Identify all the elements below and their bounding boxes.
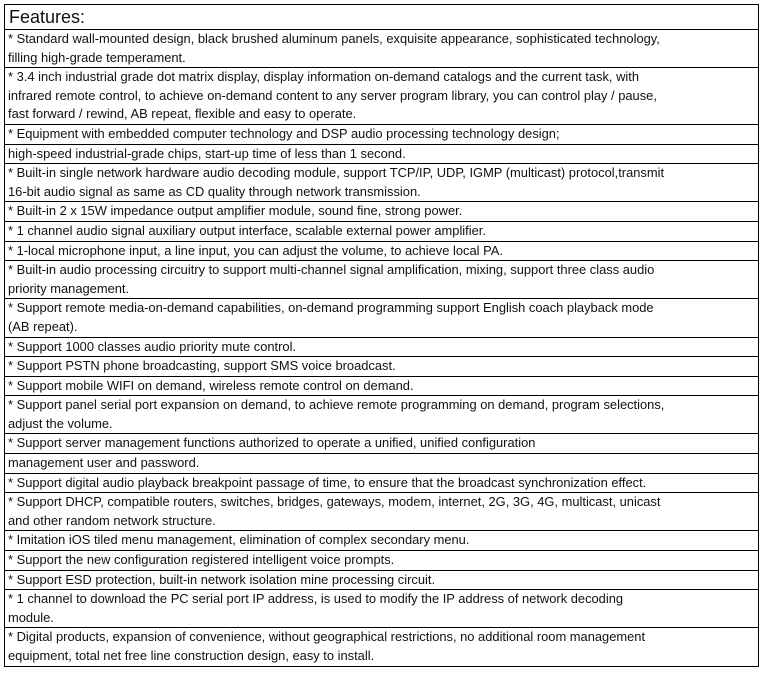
feature-text-line: * Built-in audio processing circuitry to support multi-channel signal amplification, mixing, support three class audio	[8, 262, 655, 278]
feature-cell	[5, 357, 759, 377]
features-table-body	[5, 5, 759, 667]
feature-text-line: fast forward / rewind, AB repeat, flexible and easy to operate.	[8, 106, 357, 122]
feature-text-line: * Built-in 2 x 15W impedance output amplifier module, sound fine, strong power.	[8, 203, 463, 219]
feature-row	[5, 473, 759, 493]
feature-row	[5, 221, 759, 241]
feature-row	[5, 590, 759, 628]
feature-cell	[5, 202, 759, 222]
feature-cell	[5, 551, 759, 571]
feature-row	[5, 299, 759, 337]
feature-cell	[5, 454, 759, 474]
feature-cell	[5, 531, 759, 551]
feature-text-line: * 1 channel to download the PC serial port IP address, is used to modify the IP address of network decoding	[8, 591, 624, 607]
feature-text-line: and other random network structure.	[8, 512, 216, 528]
feature-text-line: * Support server management functions authorized to operate a unified, unified configuration	[8, 435, 536, 451]
feature-row	[5, 241, 759, 261]
feature-text-line: * Support DHCP, compatible routers, switches, bridges, gateways, modem, internet, 2G, 3G, 4G, multicast, unicast	[8, 494, 661, 510]
feature-text-line: filling high-grade temperament.	[8, 49, 186, 65]
feature-row	[5, 570, 759, 590]
feature-cell	[5, 376, 759, 396]
feature-row	[5, 261, 759, 299]
feature-cell	[5, 164, 759, 202]
feature-text-line: equipment, total net free line construction design, easy to install.	[8, 648, 375, 663]
feature-text-line: * Built-in single network hardware audio decoding module, support TCP/IP, UDP, IGMP (multicast) protocol,transmit	[8, 165, 665, 181]
feature-text-line: * Support mobile WIFI on demand, wireless remote control on demand.	[8, 377, 414, 393]
feature-row	[5, 493, 759, 531]
feature-cell	[5, 396, 759, 434]
features-title: Features:	[5, 5, 759, 30]
feature-cell	[5, 434, 759, 454]
feature-text-line: * Support ESD protection, built-in network isolation mine processing circuit.	[8, 571, 436, 587]
feature-text-line: * 1 channel audio signal auxiliary output interface, scalable external power amplifier.	[8, 222, 486, 238]
feature-text-line: * Support 1000 classes audio priority mute control.	[8, 338, 297, 354]
feature-row	[5, 454, 759, 474]
feature-cell	[5, 473, 759, 493]
feature-row	[5, 202, 759, 222]
feature-text-line: * Support the new configuration registered intelligent voice prompts.	[8, 552, 395, 568]
feature-text-line: 16-bit audio signal as same as CD quality through network transmission.	[8, 183, 421, 199]
feature-row	[5, 337, 759, 357]
feature-row	[5, 357, 759, 377]
feature-row	[5, 164, 759, 202]
feature-cell	[5, 124, 759, 144]
feature-text-line: * Support remote media-on-demand capabilities, on-demand programming support English coach playback mode	[8, 300, 654, 316]
feature-text-line: * Digital products, expansion of convenience, without geographical restrictions, no additional room management	[8, 629, 646, 645]
feature-text-line: (AB repeat).	[8, 318, 78, 334]
feature-cell	[5, 493, 759, 531]
feature-text-line: * Imitation iOS tiled menu management, elimination of complex secondary menu.	[8, 532, 470, 548]
feature-text-line: management user and password.	[8, 455, 200, 471]
feature-cell	[5, 590, 759, 628]
feature-cell	[5, 337, 759, 357]
feature-row	[5, 551, 759, 571]
feature-cell	[5, 221, 759, 241]
header-row	[5, 5, 759, 30]
feature-text-line: module.	[8, 609, 54, 625]
feature-row	[5, 396, 759, 434]
features-table	[4, 4, 759, 667]
feature-cell	[5, 144, 759, 164]
feature-text-line: infrared remote control, to achieve on-demand content to any server program library, you can control play / pause,	[8, 87, 657, 103]
feature-row	[5, 68, 759, 125]
feature-text-line: * Support PSTN phone broadcasting, support SMS voice broadcast.	[8, 358, 396, 374]
feature-text-line: priority management.	[8, 280, 130, 296]
feature-text-line: * Equipment with embedded computer technology and DSP audio processing technology design;	[8, 125, 560, 141]
feature-cell	[5, 261, 759, 299]
feature-row	[5, 531, 759, 551]
feature-text-line: * Support digital audio playback breakpoint passage of time, to ensure that the broadcast synchronization effect.	[8, 474, 647, 490]
feature-text-line: * 3.4 inch industrial grade dot matrix display, display information on-demand catalogs and the current task, with	[8, 69, 640, 85]
feature-text-line: high-speed industrial-grade chips, start-up time of less than 1 second.	[8, 145, 406, 161]
feature-cell	[5, 570, 759, 590]
feature-cell	[5, 68, 759, 125]
feature-text-line: adjust the volume.	[8, 415, 113, 431]
feature-cell	[5, 241, 759, 261]
feature-row	[5, 434, 759, 454]
feature-text-line: * 1-local microphone input, a line input, you can adjust the volume, to achieve local PA.	[8, 242, 503, 258]
feature-row	[5, 376, 759, 396]
feature-text-line: * Support panel serial port expansion on demand, to achieve remote programming on demand, program selections,	[8, 397, 665, 413]
feature-row	[5, 124, 759, 144]
feature-row	[5, 628, 759, 666]
feature-text-line: * Standard wall-mounted design, black brushed aluminum panels, exquisite appearance, sophisticated technology,	[8, 31, 660, 46]
feature-row	[5, 30, 759, 68]
feature-cell	[5, 30, 759, 68]
feature-row	[5, 144, 759, 164]
feature-cell	[5, 628, 759, 666]
feature-cell	[5, 299, 759, 337]
